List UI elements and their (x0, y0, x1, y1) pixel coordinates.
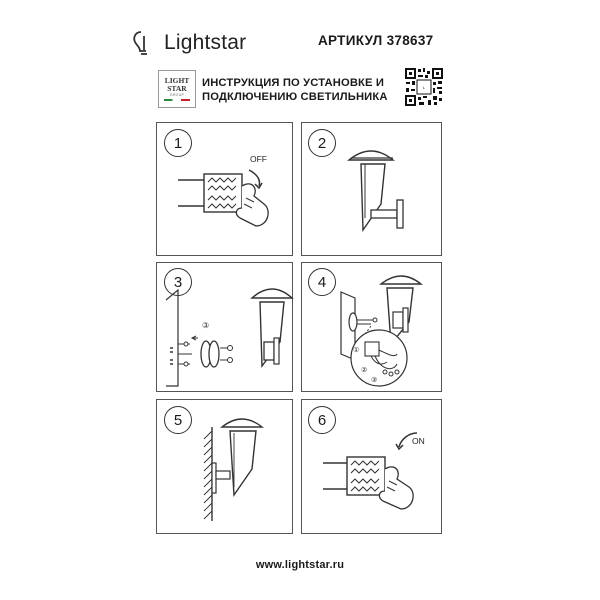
badge-line-1: LIGHT (164, 76, 190, 86)
lamp-illustration (301, 122, 442, 256)
mounted-lamp-illustration (156, 399, 293, 534)
lightstar-group-badge (158, 70, 196, 108)
title-line-2: ПОДКЛЮЧЕНИЮ СВЕТИЛЬНИКА (202, 91, 388, 103)
on-label: ON (412, 436, 425, 446)
svg-text:L: L (422, 85, 426, 90)
callout-2: ② (361, 367, 368, 374)
switch-off-illustration (156, 122, 293, 256)
lightstar-logo (132, 26, 272, 60)
wiring-illustration (301, 262, 442, 392)
logo-name: Lightstar (164, 31, 247, 54)
italian-flag-stripe (164, 99, 190, 101)
step-3-number: 3 (164, 268, 192, 296)
callout-3b: ③ (371, 377, 378, 384)
step-4-number: 4 (308, 268, 336, 296)
step-2-number: 2 (308, 129, 336, 157)
callout-1: ① (353, 347, 360, 354)
website-url[interactable]: www.lightstar.ru (255, 559, 345, 571)
badge-line-3: GROUP (169, 93, 185, 98)
lightbulb-logo-icon (132, 28, 158, 58)
mounting-illustration (156, 262, 293, 392)
step-5-number: 5 (164, 406, 192, 434)
article-number: АРТИКУЛ 378637 (318, 33, 434, 48)
switch-on-illustration (301, 399, 442, 534)
callout-3: ③ (202, 321, 210, 330)
instruction-title (202, 76, 388, 104)
step-6-number: 6 (308, 406, 336, 434)
off-label: OFF (250, 154, 267, 164)
step-1-number: 1 (164, 129, 192, 157)
badge-line-2: STAR (167, 84, 187, 94)
qr-code-icon (404, 67, 444, 107)
title-line-1: ИНСТРУКЦИЯ ПО УСТАНОВКЕ И (202, 77, 385, 89)
